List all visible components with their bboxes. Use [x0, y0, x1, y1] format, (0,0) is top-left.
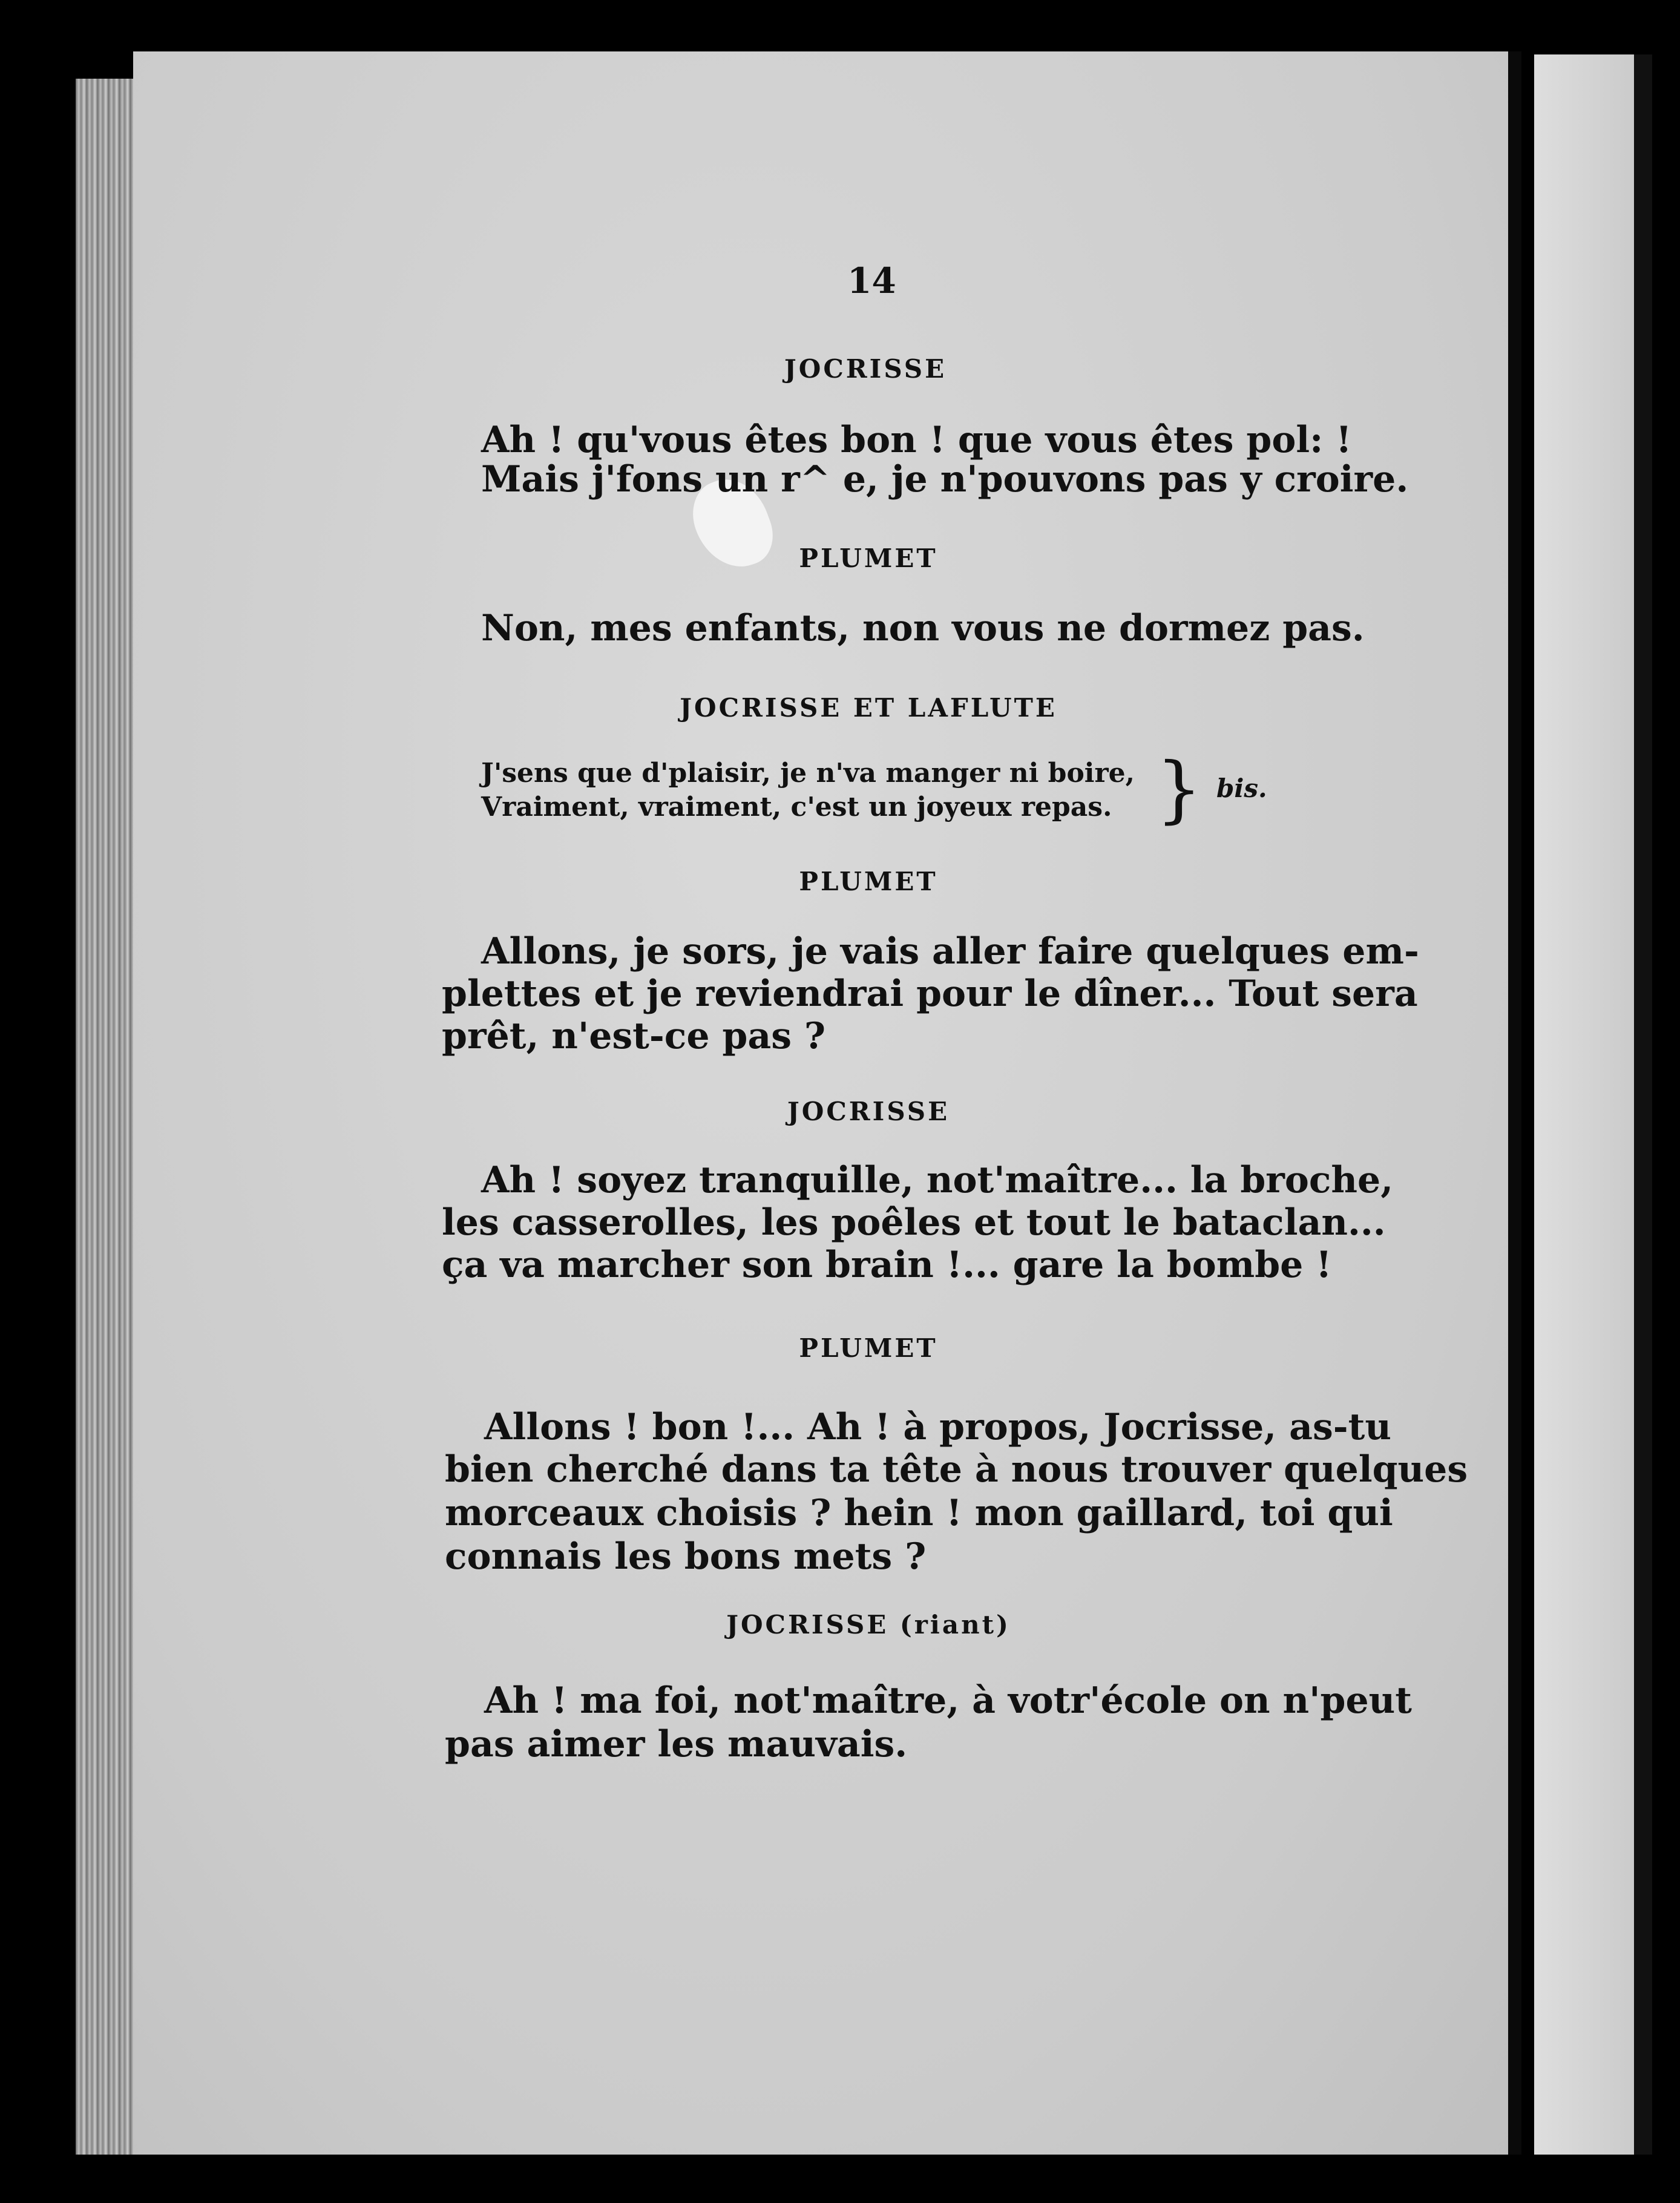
dialogue-line: ça va marcher son brain !... gare la bombe !	[442, 1244, 1332, 1286]
speaker-name: JOCRISSE	[784, 354, 947, 384]
scan-border	[1634, 54, 1652, 2155]
dialogue-line: bien cherché dans ta tête à nous trouver quelques	[445, 1448, 1468, 1491]
speaker-name: JOCRISSE	[787, 1097, 950, 1126]
speaker-name: JOCRISSE (riant)	[726, 1610, 1011, 1640]
dialogue-line: Allons, je sors, je vais aller faire quelques em-	[481, 930, 1419, 973]
brace-mark: }	[1156, 747, 1203, 832]
speaker-name: JOCRISSE ET LAFLUTE	[680, 693, 1057, 723]
dialogue-line: morceaux choisis ? hein ! mon gaillard, toi qui	[445, 1492, 1393, 1534]
page-gutter	[1508, 51, 1521, 2155]
speaker-name: PLUMET	[799, 867, 938, 896]
dialogue-line: plettes et je reviendrai pour le dîner... Tout sera	[442, 973, 1418, 1015]
book-page-edges	[76, 79, 136, 2155]
next-page-edge	[1534, 54, 1643, 2155]
speaker-name: PLUMET	[799, 543, 938, 573]
dialogue-line: Mais j'fons un r^ e, je n'pouvons pas y croire.	[481, 458, 1409, 501]
dialogue-line: Non, mes enfants, non vous ne dormez pas.	[481, 607, 1365, 649]
dialogue-line: les casserolles, les poêles et tout le bataclan...	[442, 1201, 1386, 1244]
dialogue-line: Ah ! soyez tranquille, not'maître... la broche,	[481, 1159, 1394, 1201]
dialogue-line: pas aimer les mauvais.	[445, 1723, 908, 1765]
dialogue-line: prêt, n'est-ce pas ?	[442, 1015, 826, 1057]
page-number: 14	[847, 260, 896, 301]
dialogue-line: Ah ! qu'vous êtes bon ! que vous êtes pol: !	[481, 419, 1352, 461]
repeat-marker: bis.	[1216, 773, 1267, 803]
song-line: J'sens que d'plaisir, je n'va manger ni boire,	[481, 758, 1135, 789]
dialogue-line: connais les bons mets ?	[445, 1535, 927, 1578]
dialogue-line: Ah ! ma foi, not'maître, à votr'école on n'peut	[484, 1679, 1413, 1722]
speaker-name: PLUMET	[799, 1333, 938, 1363]
song-line: Vraiment, vraiment, c'est un joyeux repas.	[481, 792, 1112, 822]
dialogue-line: Allons ! bon !... Ah ! à propos, Jocrisse, as-tu	[484, 1406, 1391, 1448]
